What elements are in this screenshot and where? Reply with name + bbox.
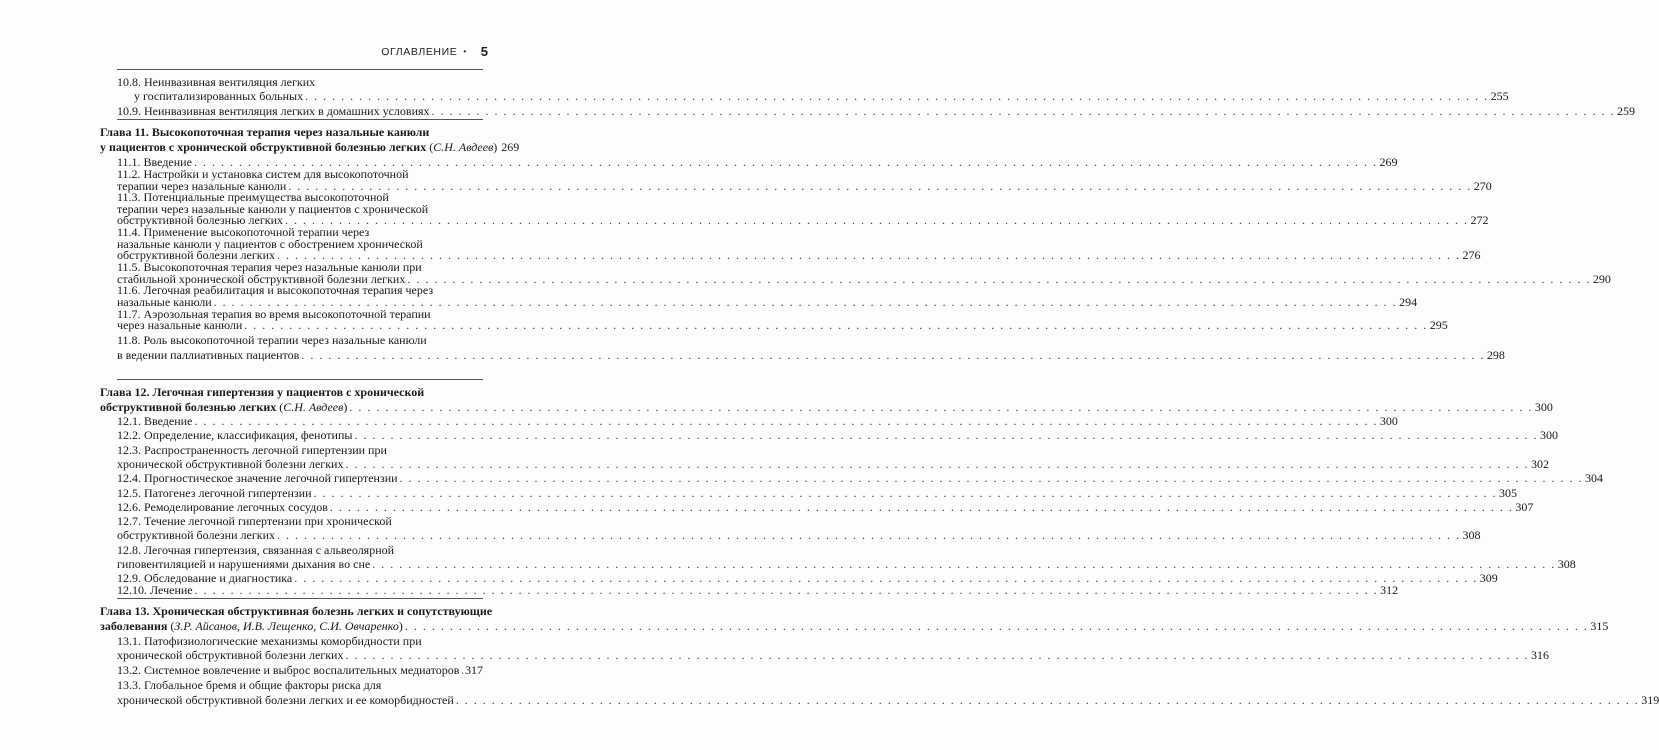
toc-entry-13-1-cont[interactable]: хронической обструктивной болезни легких . . . 316 [117,648,483,663]
toc-entry-13-1[interactable]: 13.1. Патофизиологические механизмы коморбидности при [117,634,422,648]
toc-entry-12-7[interactable]: 12.7. Течение легочной гипертензии при хронической [117,514,392,529]
chapter-divider [117,598,483,599]
toc-entry-11-4-cont[interactable]: назальные канюли у пациентов с обострением хронической [117,236,423,251]
toc-entry-11-3[interactable]: 11.3. Потенциальные преимущества высокопоточной [117,190,389,205]
page-ref: 295 [1429,318,1448,332]
toc-entry-11-3-cont2[interactable]: обструктивной болезнью легких . . . 272 [117,213,483,228]
page-ref: 290 [1592,271,1611,286]
page-ref: 319 [1641,693,1659,707]
toc-entry-10-9[interactable]: 10.9. Неинвазивная вентиляция легких в домашних условиях . . . 259 [117,104,483,119]
chapter-11-title-cont[interactable]: у пациентов с хронической обструктивной болезнью легких (С.Н. Авдеев) 269 [100,140,520,154]
toc-entry-12-2[interactable]: 12.2. Определение, классификация, фенотипы . . . 300 [117,428,483,443]
toc-entry-13-3[interactable]: 13.3. Глобальное бремя и общие факторы риска для [117,678,382,692]
page-ref: 272 [1470,213,1489,228]
page-ref: 302 [1530,456,1549,471]
toc-entry-11-7-cont[interactable]: через назальные канюли . . . 295 [117,318,483,333]
toc-entry-13-3-cont[interactable]: хронической обструктивной болезни легких и ее коморбидностей . . . 319 [117,693,483,708]
chapter-12-title[interactable]: Глава 12. Легочная гипертензия у пациентов с хронической [100,385,425,399]
toc-entry-11-8-cont[interactable]: в ведении паллиативных пациентов . . . 298 [117,348,483,363]
toc-entry-13-2[interactable]: 13.2. Системное вовлечение и выброс воспалительных медиаторов . . . 317 [117,663,483,678]
chapter-author: С.Н. Авдеев [283,400,344,414]
page-ref: 300 [1379,414,1398,428]
page-ref: 270 [1473,178,1492,193]
toc-entry-11-7[interactable]: 11.7. Аэрозольная терапия во время высокопоточной терапии [117,307,431,321]
page-ref: 307 [1515,499,1534,514]
page-ref: 305 [1499,485,1518,500]
toc-entry-12-5[interactable]: 12.5. Патогенез легочной гипертензии . . . 305 [117,486,483,501]
page-ref: 308 [1462,528,1481,543]
page-ref: 259 [1617,104,1636,118]
toc-entry-11-3-cont[interactable]: терапии через назальные канюли у пациентов с хронической [117,201,429,216]
section-title: ОГЛАВЛЕНИЕ [381,45,458,58]
page-ref: 316 [1530,648,1549,662]
header-divider [117,69,483,70]
page-ref: 269 [501,140,520,154]
chapter-divider [117,379,483,380]
chapter-12-title-cont[interactable]: обструктивной болезнью легких (С.Н. Авдеев) . . . 300 [100,400,483,415]
page-ref: 309 [1479,571,1498,586]
toc-entry-10-8-cont[interactable]: у госпитализированных больных . . . 255 [134,89,483,104]
bullet-icon: • [463,47,467,56]
toc-entry-10-8[interactable]: 10.8. Неинвазивная вентиляция легких [117,75,316,89]
toc-entry-11-2[interactable]: 11.2. Настройки и установка систем для высокопоточной [117,166,409,181]
toc-entry-12-7-cont[interactable]: обструктивной болезни легких . . . 308 [117,528,483,543]
toc-entry-12-8-cont[interactable]: гиповентиляцией и нарушениями дыхания во сне . . . 308 [117,557,483,572]
chapter-13-title[interactable]: Глава 13. Хроническая обструктивная болезнь легких и сопутствующие [100,604,493,618]
page-ref: 300 [1534,400,1553,414]
page-ref: 255 [1490,89,1509,103]
page-ref: 315 [1590,619,1609,633]
toc-entry-12-3-cont[interactable]: хронической обструктивной болезни легких . . . 302 [117,457,483,472]
toc-entry-12-9[interactable]: 12.9. Обследование и диагностика . . . 309 [117,571,483,586]
page-ref: 269 [1379,155,1398,169]
toc-entry-11-5[interactable]: 11.5. Высокопоточная терапия через назальные канюли при [117,259,422,274]
page-ref: 298 [1486,348,1505,362]
page-ref: 300 [1539,428,1558,443]
page-ref: 312 [1380,583,1399,597]
page-number: 5 [480,44,488,59]
toc-entry-12-4[interactable]: 12.4. Прогностическое значение легочной гипертензии . . . 304 [117,471,483,486]
chapter-13-title-cont[interactable]: заболевания (З.Р. Айсанов, И.В. Лещенко, С.И. Овчаренко) . . . 315 [100,619,483,634]
chapter-11-title[interactable]: Глава 11. Высокопоточная терапия через назальные канюли [100,125,430,139]
toc-entry-11-5-cont[interactable]: стабильной хронической обструктивной болезни легких . . . 290 [117,272,483,287]
page-ref: 304 [1585,471,1604,486]
page-ref: 317 [465,663,483,677]
toc-entry-12-3[interactable]: 12.3. Распространенность легочной гипертензии при [117,442,387,457]
toc-entry-11-1[interactable]: 11.1. Введение . . . 269 [117,155,483,170]
page-ref: 308 [1557,557,1576,571]
toc-entry-11-2-cont[interactable]: терапии через назальные канюли . . . 270 [117,179,483,194]
chapter-author: С.Н. Авдеев [433,140,494,154]
toc-entry-11-4-cont2[interactable]: обструктивной болезни легких . . . 276 [117,248,483,263]
toc-entry-12-10[interactable]: 12.10. Лечение . . . 312 [117,583,483,598]
toc-entry-11-6[interactable]: 11.6. Легочная реабилитация и высокопоточная терапия через [117,283,434,298]
page-ref: 294 [1399,295,1418,310]
page-ref: 276 [1462,247,1481,262]
toc-entry-11-6-cont[interactable]: назальные канюли . . . 294 [117,295,483,310]
toc-entry-11-8[interactable]: 11.8. Роль высокопоточной терапии через назальные канюли [117,333,427,347]
chapter-author: З.Р. Айсанов, И.В. Лещенко, С.И. Овчаренко [174,619,399,633]
toc-entry-12-8[interactable]: 12.8. Легочная гипертензия, связанная с альвеолярной [117,542,395,557]
toc-entry-12-1[interactable]: 12.1. Введение . . . 300 [117,414,483,429]
chapter-divider [117,119,483,120]
toc-entry-12-6[interactable]: 12.6. Ремоделирование легочных сосудов . . . 307 [117,500,483,515]
toc-entry-11-4[interactable]: 11.4. Применение высокопоточной терапии через [117,225,370,240]
running-header [381,44,488,59]
